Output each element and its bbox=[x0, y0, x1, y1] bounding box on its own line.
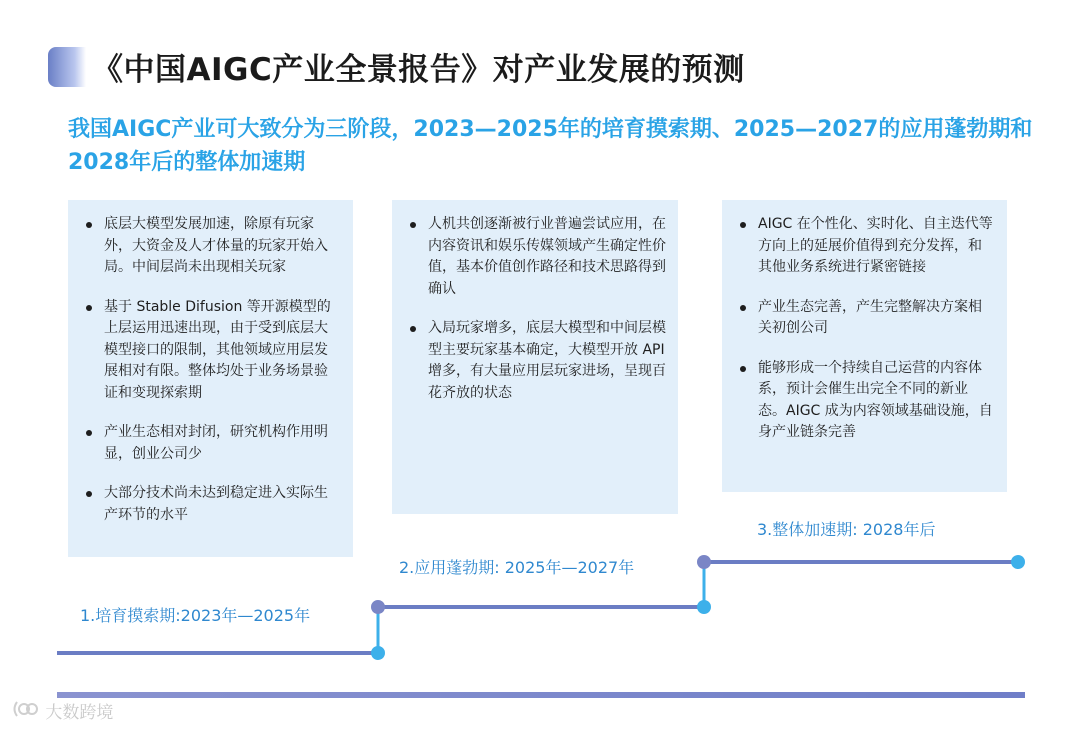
step-node bbox=[697, 600, 711, 614]
page-subtitle: 我国AIGC产业可大致分为三阶段，2023—2025年的培育摸索期、2025—2027的应用蓬勃期和2028年后的整体加速期 bbox=[68, 117, 1033, 175]
step-node bbox=[697, 555, 711, 569]
step-node bbox=[1011, 555, 1025, 569]
watermark bbox=[10, 698, 113, 723]
stage-2-bullet: 入局玩家增多，底层大模型和中间层模型主要玩家基本确定，大模型开放 API 增多，有大量应用层玩家进场，呈现百花齐放的状态 bbox=[406, 318, 666, 404]
stage-2-bullet: 人机共创逐渐被行业普遍尝试应用，在内容资讯和娱乐传媒领域产生确定性价值，基本价值创作路径和技术思路得到确认 bbox=[406, 214, 666, 300]
bottom-rule bbox=[57, 692, 1025, 698]
watermark-logo-icon bbox=[10, 700, 40, 718]
stage-1-label: 1.培育摸索期:2023年—2025年 bbox=[80, 606, 311, 625]
stage-1-bullet: 底层大模型发展加速，除原有玩家外，大资金及人才体量的玩家开始入局。中间层尚未出现相关玩家 bbox=[82, 214, 341, 279]
stage-3-bullet: AIGC 在个性化、实时化、自主迭代等方向上的延展价值得到充分发挥，和其他业务系统进行紧密链接 bbox=[736, 214, 995, 279]
step-node bbox=[371, 600, 385, 614]
stage-3-bullet: 能够形成一个持续自己运营的内容体系，预计会催生出完全不同的新业态。AIGC 成为内容领域基础设施，自身产业链条完善 bbox=[736, 358, 995, 444]
stage-2-label: 2.应用蓬勃期: 2025年—2027年 bbox=[399, 558, 635, 577]
stage-1-bullet: 产业生态相对封闭，研究机构作用明显，创业公司少 bbox=[82, 422, 341, 465]
stage-3-bullet: 产业生态完善，产生完整解决方案相关初创公司 bbox=[736, 297, 995, 340]
stage-1-bullet: 基于 Stable Difusion 等开源模型的上层运用迅速出现，由于受到底层大模型接口的限制，其他领域应用层发展相对有限。整体均处于业务场景验证和变现探索期 bbox=[82, 297, 341, 405]
page-title: 《中国AIGC产业全景报告》对产业发展的预测 bbox=[92, 52, 745, 88]
step-node bbox=[371, 646, 385, 660]
stage-3-label: 3.整体加速期: 2028年后 bbox=[757, 520, 936, 539]
watermark-text: 大数跨境 bbox=[45, 703, 114, 723]
stage-1-bullet: 大部分技术尚未达到稳定进入实际生产环节的水平 bbox=[82, 483, 341, 526]
